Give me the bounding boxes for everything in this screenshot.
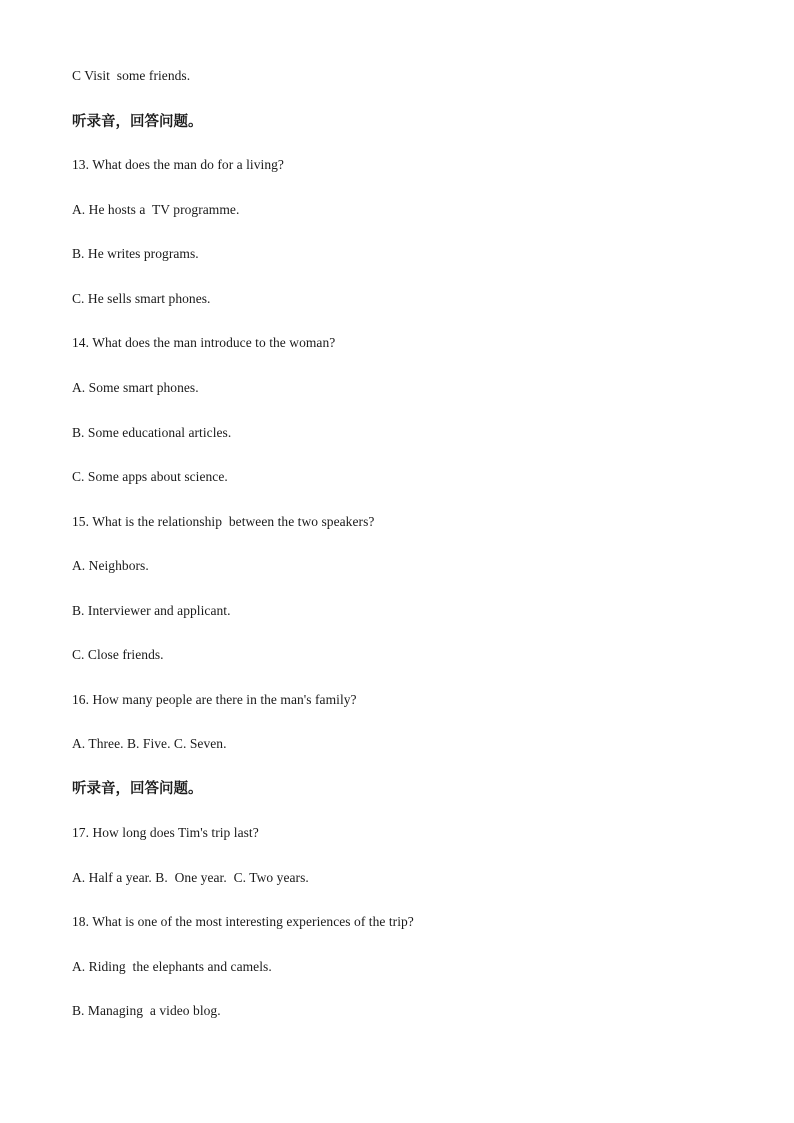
question-18: 18. What is one of the most interesting experiences of the trip? bbox=[72, 914, 414, 929]
question-15: 15. What is the relationship between the two speakers? bbox=[72, 514, 375, 529]
option-18b: B. Managing a video blog. bbox=[72, 1003, 221, 1018]
section-heading-2: 听录音，回答问题。 bbox=[72, 781, 203, 797]
options-17: A. Half a year. B. One year. C. Two years. bbox=[72, 870, 309, 885]
question-13: 13. What does the man do for a living? bbox=[72, 157, 284, 172]
option-15c: C. Close friends. bbox=[72, 647, 164, 662]
option-14a: A. Some smart phones. bbox=[72, 380, 199, 395]
option-14c: C. Some apps about science. bbox=[72, 469, 228, 484]
option-13c: C. He sells smart phones. bbox=[72, 291, 211, 306]
option-15a: A. Neighbors. bbox=[72, 558, 149, 573]
question-16: 16. How many people are there in the man's family? bbox=[72, 692, 357, 707]
option-13a: A. He hosts a TV programme. bbox=[72, 202, 240, 217]
option-12c: C Visit some friends. bbox=[72, 68, 191, 83]
options-16: A. Three. B. Five. C. Seven. bbox=[72, 736, 227, 751]
section-heading-1: 听录音，回答问题。 bbox=[72, 114, 203, 130]
option-14b: B. Some educational articles. bbox=[72, 425, 232, 440]
option-15b: B. Interviewer and applicant. bbox=[72, 603, 231, 618]
option-13b: B. He writes programs. bbox=[72, 246, 199, 261]
question-17: 17. How long does Tim's trip last? bbox=[72, 825, 259, 840]
option-18a: A. Riding the elephants and camels. bbox=[72, 959, 272, 974]
question-14: 14. What does the man introduce to the woman? bbox=[72, 335, 336, 350]
